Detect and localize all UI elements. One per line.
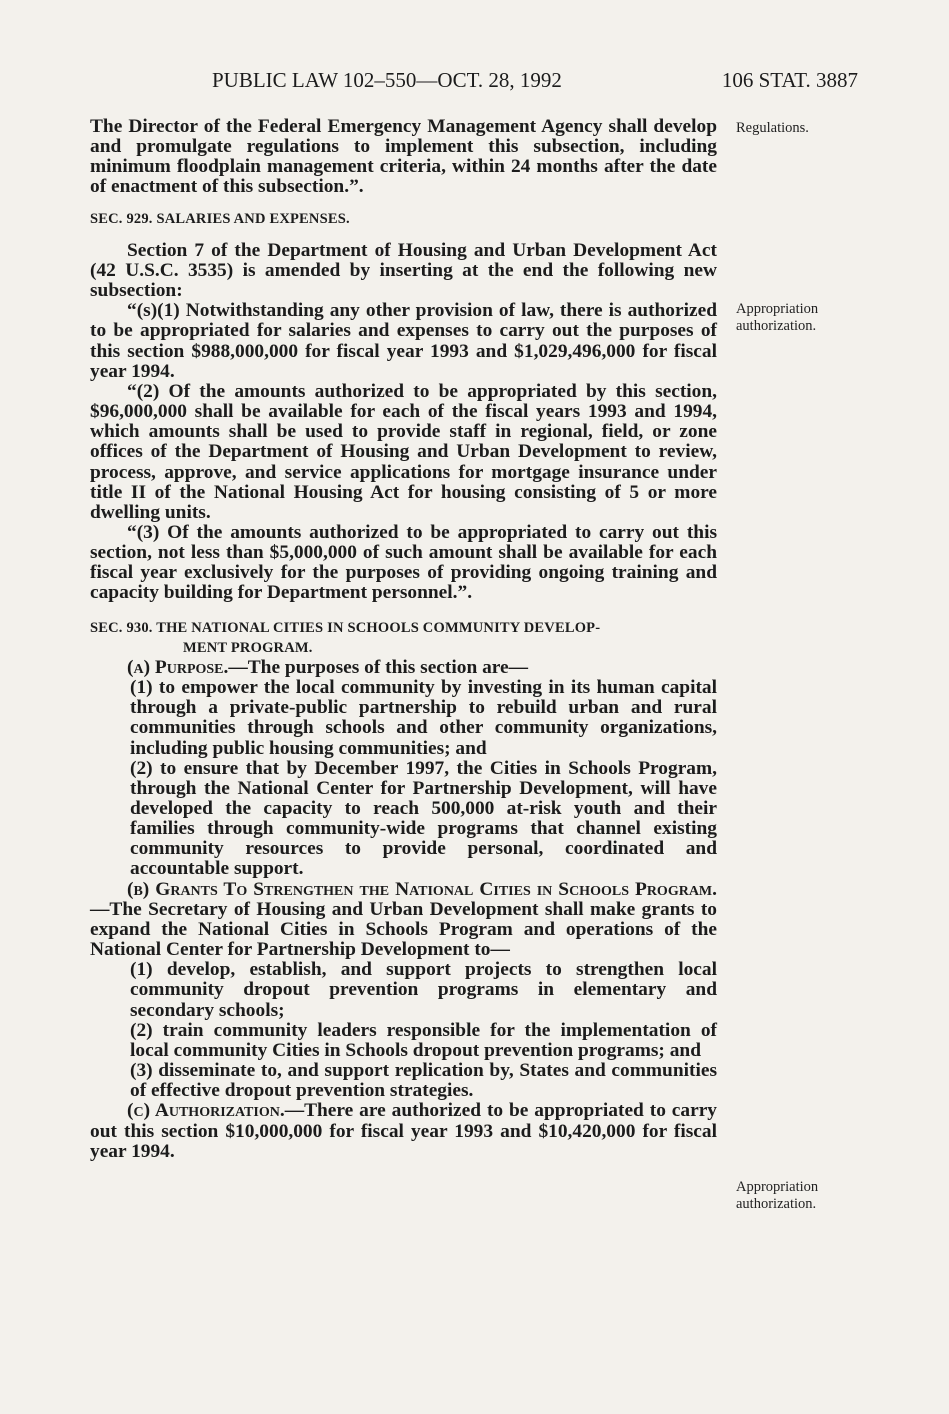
header-stat-citation: 106 STAT. 3887 <box>721 68 858 92</box>
header-title: PUBLIC LAW 102–550—OCT. 28, 1992 <box>212 68 562 92</box>
paragraph-s3: “(3) Of the amounts authorized to be appropriated to carry out this section, not less than $5,000,000 of such amount shall be available for each fiscal year exclusively for the purposes of providing ongoing training and capacity building for Department personnel.”. <box>90 521 717 604</box>
subsection-c <box>90 1101 717 1161</box>
margin-note-regulations: Regulations. <box>736 120 809 136</box>
section-heading-930-line1: SEC. 930. THE NATIONAL CITIES IN SCHOOLS COMMUNITY DEVELOP- <box>90 619 601 636</box>
body-text <box>90 117 717 1162</box>
subsection-b-label: (b) Grants To Strengthen the National Cities in Schools Program. <box>127 878 717 900</box>
subsection-c-text: —There are authorized to be appropriated to carry out this section $10,000,000 for fiscal year 1993 and $10,420,000 for fiscal year 1994. <box>90 1100 718 1162</box>
paragraph-s2: “(2) Of the amounts authorized to be appropriated by this section, $96,000,000 shall be available for each of the fiscal years 1993 and 1994, which amounts shall be used to provide staff in regional, field, or zone offices of the Department of Housing and Urban Development to review, process, approve, and service applications for mortgage insurance under title II of the National Housing Act for housing consisting of 5 or more dwelling units. <box>90 380 717 523</box>
page-header <box>90 68 858 98</box>
paragraph-s1: “(s)(1) Notwithstanding any other provision of law, there is authorized to be appropriated for salaries and expenses to carry out the purposes of this section $988,000,000 for fiscal year 1993 and $1,029,496,000 for fiscal year 1994. <box>90 300 717 382</box>
subsection-b-item-2: (2) train community leaders responsible for the implementation of local community Cities in Schools dropout prevention programs; and <box>130 1019 717 1061</box>
margin-note-appropriation-1: Appropriation authorization. <box>736 301 819 334</box>
subsection-a-text: —The purposes of this section are— <box>228 656 529 678</box>
margin-note-appropriation-2: Appropriation authorization. <box>736 1179 819 1212</box>
subsection-b-item-1: (1) develop, establish, and support projects to strengthen local community dropout prevention programs in elementary and secondary schools; <box>130 959 717 1021</box>
section-heading-929: SEC. 929. SALARIES AND EXPENSES. <box>90 210 350 227</box>
subsection-c-label: (c) Authorization. <box>127 1100 285 1122</box>
subsection-a-item-1: (1) to empower the local community by investing in its human capital through a private-public partnership to rebuild urban and rural communities through schools and other community organizations, including public housing communities; and <box>130 677 717 759</box>
subsection-b-text: —The Secretary of Housing and Urban Development shall make grants to expand the National Cities in Schools Program and operations of the National Center for Partnership Development to— <box>90 898 717 961</box>
subsection-b <box>90 880 717 961</box>
section-heading-930-line2: MENT PROGRAM. <box>183 639 313 656</box>
subsection-a-label: (a) Purpose. <box>127 656 229 678</box>
section-heading-930 <box>90 618 717 658</box>
subsection-a-item-2: (2) to ensure that by December 1997, the Cities in Schools Program, through the National Center for Partnership Development, will have developed the capacity to reach 500,000 at-risk youth and their families through community-wide programs that channel existing community resources to provide personal, coordinated and accountable support. <box>130 757 717 880</box>
paragraph-fema-regulations: The Director of the Federal Emergency Management Agency shall develop and promulgate regulations to implement this subsection, including minimum floodplain management criteria, within 24 months after the date of enactment of this subsection.”. <box>90 116 717 198</box>
subsection-b-item-3: (3) disseminate to, and support replication by, States and communities of effective dropout prevention strategies. <box>130 1060 717 1102</box>
subsection-a <box>90 658 717 678</box>
paragraph-section-7-amendment: Section 7 of the Department of Housing and Urban Development Act (42 U.S.C. 3535) is amended by inserting at the end the following new subsection: <box>90 239 717 302</box>
